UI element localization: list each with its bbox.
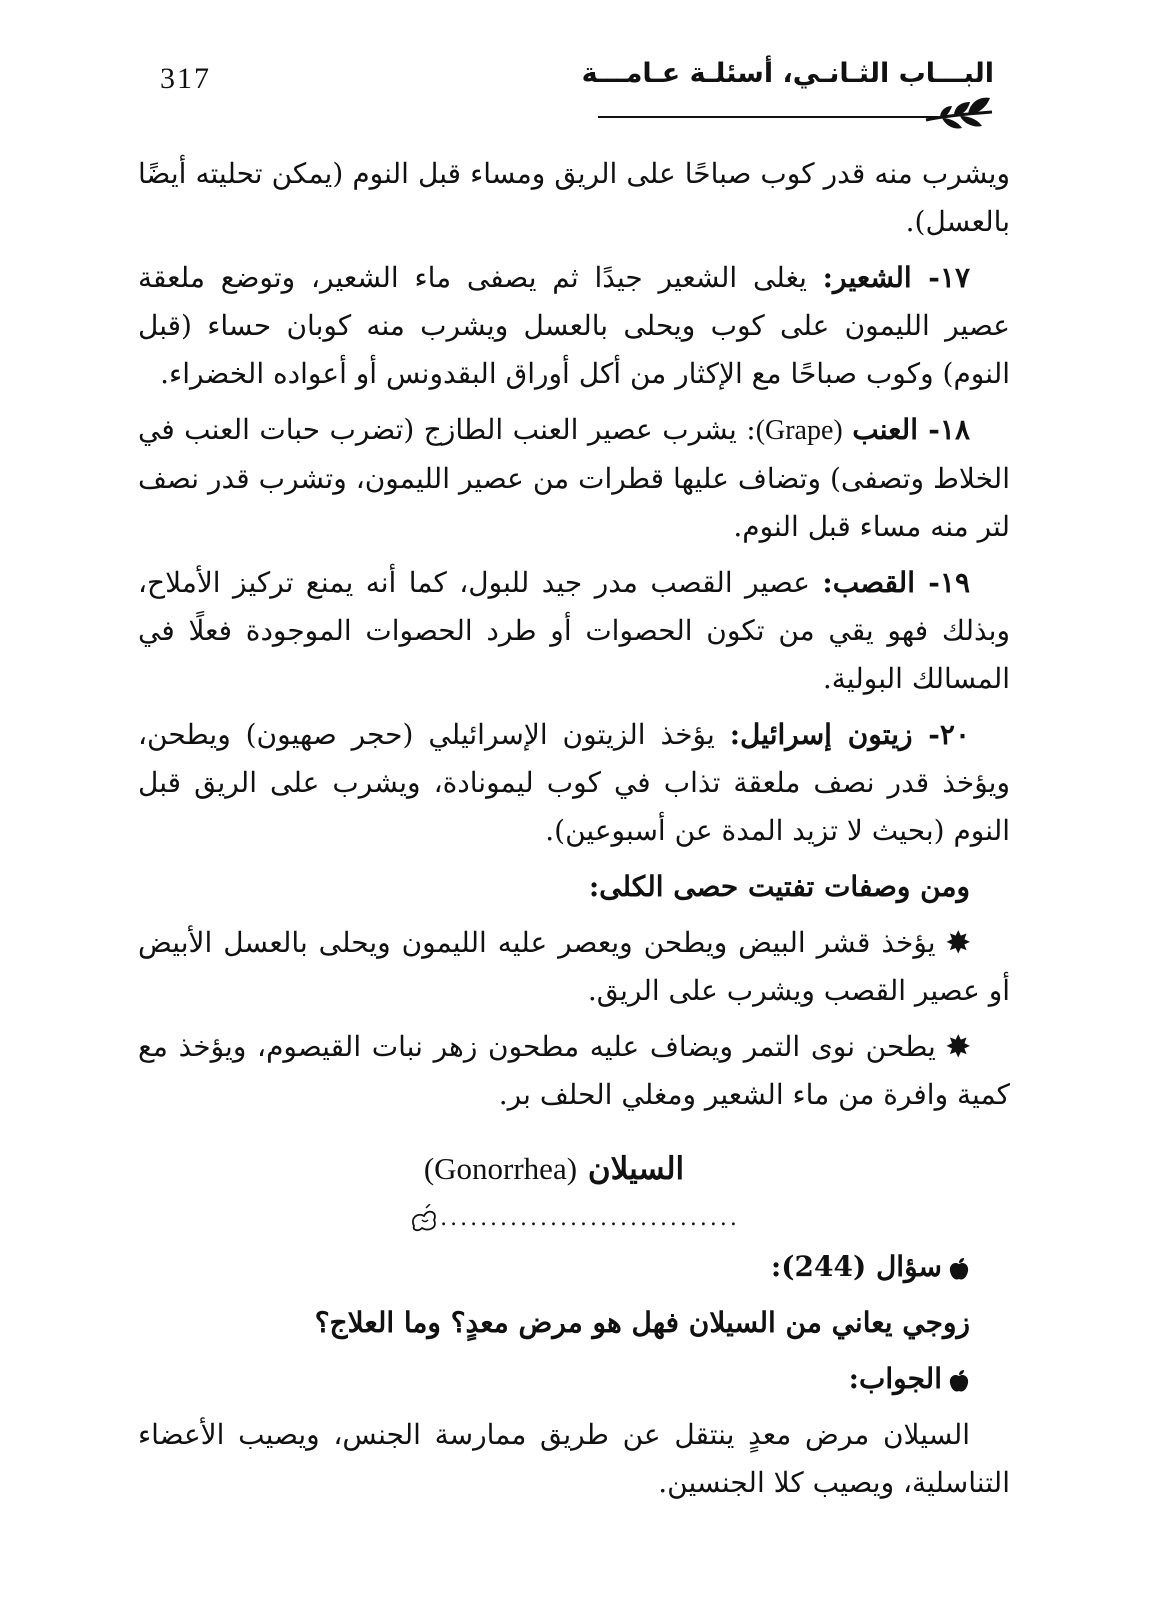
paragraph-20 xyxy=(138,711,1010,855)
paragraph-continuation: ويشرب منه قدر كوب صباحًا على الريق ومساء قبل النوم (يمكن تحليته أيضًا بالعسل). xyxy=(138,157,1010,238)
answer-label-line xyxy=(138,1355,1010,1403)
question-label: سؤال (244): xyxy=(770,1250,942,1283)
section-title-english: (Gonorrhea) xyxy=(423,1151,578,1186)
section-title xyxy=(138,1145,1010,1193)
item-19-label: ١٩- القصب: xyxy=(822,566,970,599)
item-17-label: ١٧- الشعير: xyxy=(822,261,971,294)
question-text: زوجي يعاني من السيلان فهل هو مرض معدٍ؟ وما العلاج؟ xyxy=(314,1306,970,1339)
paragraph-17 xyxy=(138,254,1010,398)
bullet-2-text: يطحن نوى التمر ويضاف عليه مطحون زهر نبات القيصوم، ويؤخذ مع كمية وافرة من ماء الشعير ومغلي الحلف بر. xyxy=(138,1030,1010,1111)
recipes-heading: ومن وصفات تفتيت حصى الكلى: xyxy=(588,870,970,903)
running-title: البـــاب الثـانـي، أسئلـة عـامـــة xyxy=(581,58,994,89)
bullet-item-2 xyxy=(138,1023,1010,1119)
dotted-separator xyxy=(138,1199,1010,1239)
item-17-text: يغلى الشعير جيدًا ثم يصفى ماء الشعير، وتوضع ملعقة عصير الليمون على كوب ويحلى بالعسل ويشرب منه كوبان حساء (قبل النوم) وكوب صباحًا مع الإكثار من أكل أوراق البقدونس أو أعواده الخضراء. xyxy=(138,261,1010,390)
answer-label: الجواب: xyxy=(848,1362,942,1395)
answer-text: السيلان مرض معدٍ ينتقل عن طريق ممارسة الجنس، ويصيب الأعضاء التناسلية، ويصيب كلا الجنسين. xyxy=(138,1418,1010,1499)
item-18-label: ١٨- العنب xyxy=(852,413,970,446)
paragraph-19 xyxy=(138,559,1010,703)
apple-icon xyxy=(948,1369,970,1393)
item-20-label: ٢٠- زيتون إسرائيل: xyxy=(729,718,970,751)
section-title-arabic: السيلان xyxy=(587,1151,685,1187)
dots-line: .............................. xyxy=(440,1206,740,1231)
question-label-line xyxy=(138,1243,1010,1291)
item-20-text: يؤخذ الزيتون الإسرائيلي (حجر صهيون) ويطحن، ويؤخذ قدر نصف ملعقة تذاب في كوب ليمونادة، ويشرب على الريق قبل النوم (بحيث لا تزيد المدة عن أسبوعين). xyxy=(138,718,1010,847)
star-bullet-icon: ✸ xyxy=(946,926,970,959)
item-18-text: : يشرب عصير العنب الطازج (تضرب حبات العنب في الخلاط وتصفى) وتضاف عليها قطرات من عصير الليمون، وتشرب قدر نصف لتر منه مساء قبل النوم. xyxy=(138,413,1010,543)
page-content xyxy=(138,150,1010,1515)
item-19-text: عصير القصب مدر جيد للبول، كما أنه يمنع تركيز الأملاح، وبذلك فهو يقي من تكون الحصوات أو طرد الحصوات الموجودة فعلًا في المسالك البولية. xyxy=(138,566,1010,695)
leaf-ornament-icon xyxy=(924,94,994,134)
apple-icon xyxy=(948,1257,970,1281)
flower-ornament-icon xyxy=(408,1204,440,1234)
paragraph-18 xyxy=(138,406,1010,551)
page-number: 317 xyxy=(160,62,211,95)
item-18-latin: (Grape) xyxy=(755,415,843,446)
bullet-item-1 xyxy=(138,919,1010,1015)
star-bullet-icon: ✸ xyxy=(946,1030,970,1063)
header-rule xyxy=(598,116,938,118)
bullet-1-text: يؤخذ قشر البيض ويطحن ويعصر عليه الليمون ويحلى بالعسل الأبيض أو عصير القصب ويشرب على الريق. xyxy=(138,926,1010,1007)
